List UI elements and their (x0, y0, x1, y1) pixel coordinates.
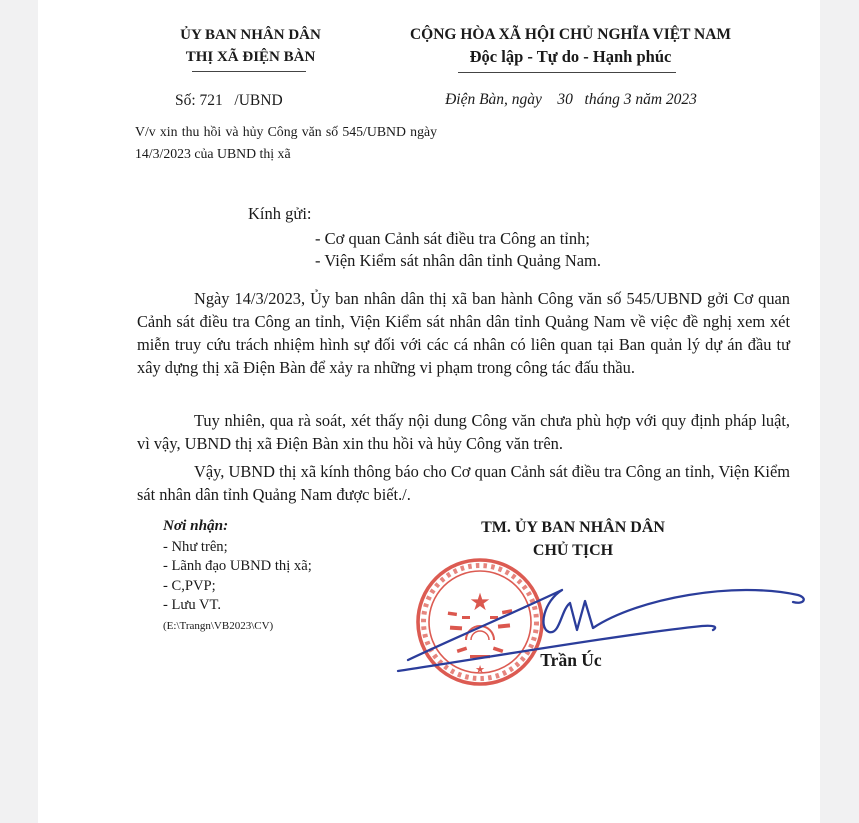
document-page (38, 0, 820, 823)
motto-underline (458, 72, 676, 73)
noi-nhan-item: - Như trên; (163, 538, 228, 555)
national-motto: Độc lập - Tự do - Hạnh phúc (469, 47, 672, 66)
doc-number: Số: 721 /UBND (175, 92, 283, 109)
body-paragraph-2: Tuy nhiên, qua rà soát, xét thấy nội dung Công văn chưa phù hợp với quy định pháp luật, vì vậy, UBND thị xã Điện Bàn xin thu hồi và hủy Công văn trên. (137, 411, 790, 453)
signer-name: Trần Úc (540, 650, 602, 670)
body-paragraph-1: Ngày 14/3/2023, Ủy ban nhân dân thị xã ban hành Công văn số 545/UBND gởi Cơ quan Cảnh sát điều tra Công an tỉnh, Viện Kiểm sát nhân dân tỉnh Quảng Nam về việc đề nghị xem xét miễn truy cứu trách nhiệm hình sự đối với các cá nhân có liên quan tại Ban quản lý dự án đầu tư xây dựng thị xã Điện Bàn để xảy ra những vi phạm trong công tác đấu thầu. (137, 289, 790, 377)
noi-nhan-item: - Lưu VT. (163, 597, 222, 613)
file-path-note: (E:\Trangn\VB2023\CV) (163, 619, 274, 632)
org-name-line-2: THỊ XÃ ĐIỆN BÀN (185, 49, 316, 65)
national-header-block (388, 24, 753, 68)
signing-authority: TM. ỦY BAN NHÂN DÂN (481, 519, 665, 536)
seal-bottom-star-icon: ★ (475, 663, 485, 676)
national-title: CỘNG HÒA XÃ HỘI CHỦ NGHĨA VIỆT NAM (409, 26, 732, 43)
recipient-line: - Cơ quan Cảnh sát điều tra Công an tỉnh; (315, 229, 590, 248)
seal-star-icon: ★ (469, 588, 491, 616)
place-date-line: Điện Bàn, ngày 30 tháng 3 năm 2023 (445, 91, 697, 108)
noi-nhan-block (163, 516, 312, 636)
noi-nhan-item: - C,PVP; (163, 577, 216, 594)
recipient-line: - Viện Kiểm sát nhân dân tỉnh Quảng Nam. (315, 251, 602, 270)
org-underline (192, 71, 306, 72)
salutation-label: Kính gửi: (248, 204, 312, 223)
noi-nhan-item: - Lãnh đạo UBND thị xã; (163, 558, 312, 574)
signer-title: CHỦ TỊCH (532, 542, 614, 559)
subject-line: V/v xin thu hồi và hủy Công văn số 545/UBND ngày 14/3/2023 của UBND thị xã (135, 124, 437, 161)
org-name-line-1: ỦY BAN NHÂN DÂN (180, 27, 321, 43)
body-paragraph-3: Vậy, UBND thị xã kính thông báo cho Cơ quan Cảnh sát điều tra Công an tỉnh, Viện Kiểm sát nhân dân tỉnh Quảng Nam được biết./. (137, 462, 790, 504)
issuing-org-block (108, 24, 393, 68)
noi-nhan-title: Nơi nhận: (163, 517, 229, 534)
